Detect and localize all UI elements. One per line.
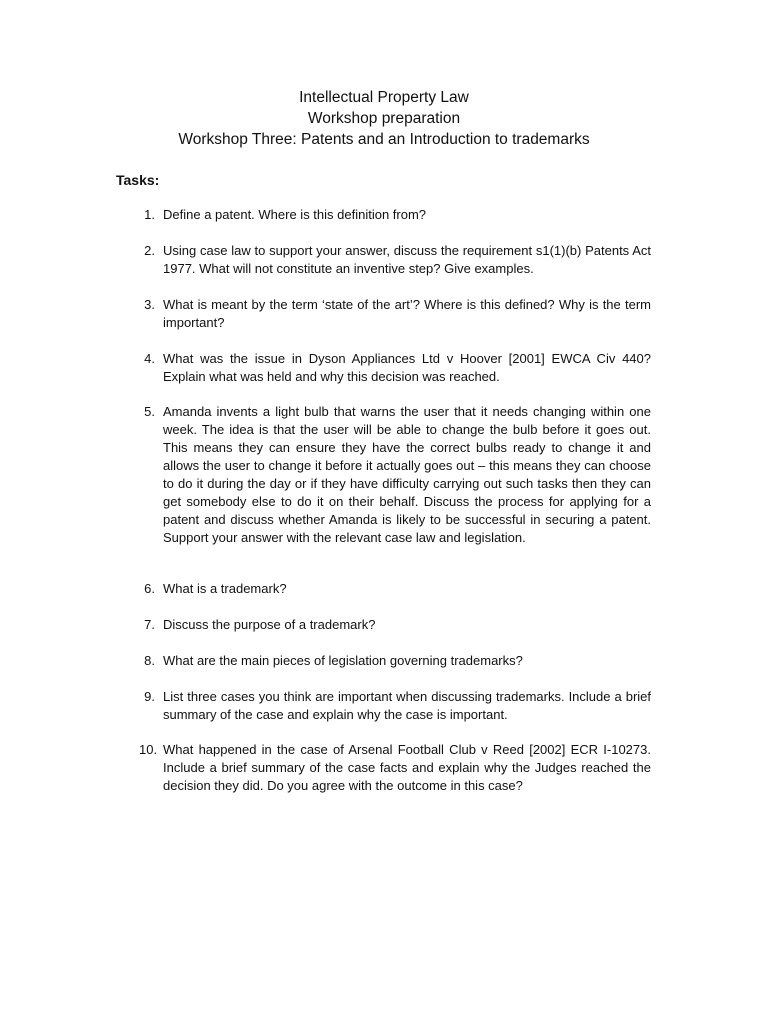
task-text: What was the issue in Dyson Appliances Ltd v Hoover [2001] EWCA Civ 440? Explain what was held and why this decision was reached. [163, 351, 651, 384]
task-item-10 [139, 741, 651, 795]
task-number: 1. [144, 207, 155, 222]
task-text: What is a trademark? [163, 581, 287, 596]
task-text: What is meant by the term ‘state of the art’? Where is this defined? Why is the term important? [163, 297, 651, 330]
task-text: Define a patent. Where is this definition from? [163, 207, 427, 222]
task-number: 9. [144, 689, 155, 704]
task-item-6 [144, 580, 651, 598]
task-text: What happened in the case of Arsenal Football Club v Reed [2002] ECR I-10273. Include a brief summary of the case facts and explain why the Judges reached the decision they did. Do you agree with the outcome in this case? [163, 742, 651, 793]
task-item-3 [144, 296, 651, 332]
task-item-5 [144, 403, 651, 547]
task-item-1 [144, 206, 651, 224]
task-text: List three cases you think are important when discussing trademarks. Include a brief summary of the case and explain why the case is important. [163, 689, 651, 722]
task-number: 7. [144, 617, 155, 632]
task-number: 5. [144, 404, 155, 419]
task-number: 6. [144, 581, 155, 596]
task-number: 3. [144, 297, 155, 312]
task-item-4 [144, 350, 651, 386]
task-text: Discuss the purpose of a trademark? [163, 617, 376, 632]
task-text: What are the main pieces of legislation governing trademarks? [163, 653, 523, 668]
title-course: Intellectual Property Law [299, 89, 469, 106]
task-number: 8. [144, 653, 155, 668]
title-workshop: Workshop Three: Patents and an Introduction to trademarks [178, 131, 590, 148]
task-text: Amanda invents a light bulb that warns the user that it needs changing within one week. The idea is that the user will be able to change the bulb before it goes out. This means they can ensure they have the correct bulbs ready to change it and allows the user to change it before it actually goes out – this means they can choose to do it during the day or if they have difficulty carrying out such tasks then they can get somebody else to do it on their behalf. Discuss the process for applying for a patent and discuss whether Amanda is likely to be successful in securing a patent. Support your answer with the relevant case law and legislation. [163, 404, 651, 545]
title-subtitle: Workshop preparation [307, 110, 461, 127]
task-item-8 [144, 652, 651, 670]
task-text: Using case law to support your answer, discuss the requirement s1(1)(b) Patents Act 1977. What will not constitute an inventive step? Give examples. [163, 243, 651, 276]
task-item-7 [144, 616, 651, 634]
tasks-heading: Tasks: [116, 172, 160, 188]
task-item-2 [144, 242, 651, 278]
task-number: 2. [144, 243, 155, 258]
document-title [0, 87, 768, 150]
task-number: 4. [144, 351, 155, 366]
task-number: 10. [139, 742, 158, 757]
task-item-9 [144, 688, 651, 724]
